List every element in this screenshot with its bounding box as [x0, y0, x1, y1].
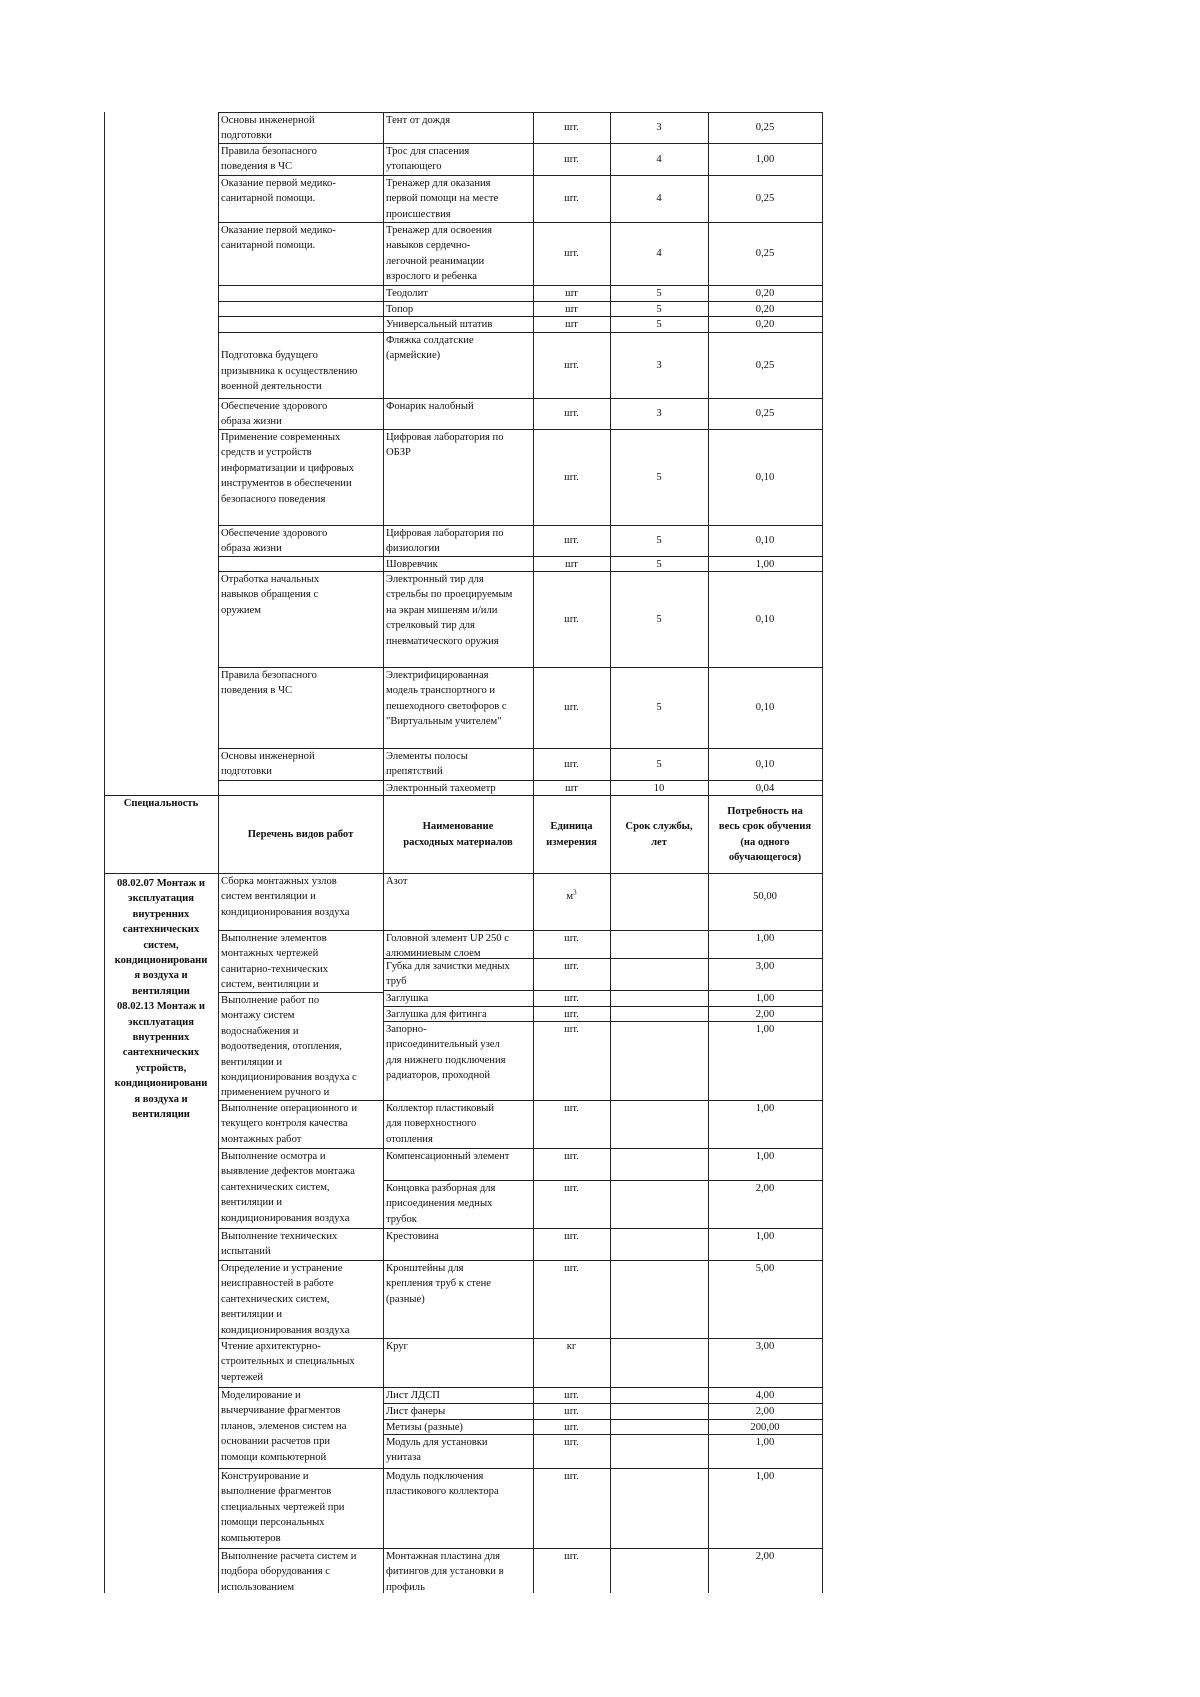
- service-life-cell: 4: [656, 248, 662, 260]
- unit-cell: шт.: [564, 193, 579, 205]
- work-type-cell: Выполнение осмотра и выявление дефектов монтажа сантехнических систем, вентиляции и кондиционирования воздуха: [221, 1151, 355, 1224]
- material-name-cell: Запорно- присоединительный узел для нижнего подключения радиаторов, проходной: [386, 1024, 506, 1082]
- material-name-cell: Модуль подключения пластикового коллектора: [386, 1471, 499, 1498]
- need-cell: 0,10: [755, 702, 775, 714]
- service-life-cell: 5: [656, 288, 662, 299]
- unit-cell: шт.: [564, 1422, 579, 1433]
- work-type-cell: Подготовка будущего призывника к осуществлению военной деятельности: [221, 350, 358, 393]
- work-type-cell: Выполнение технических испытаний: [221, 1231, 338, 1258]
- work-type-cell: Отработка начальных навыков обращения с оружием: [221, 574, 320, 616]
- unit-cell: шт.: [564, 1471, 579, 1482]
- work-type-cell: Правила безопасного поведения в ЧС: [221, 146, 317, 173]
- material-name-cell: Кронштейны для крепления труб к стене (разные): [386, 1263, 491, 1305]
- need-cell: 2,00: [755, 1183, 775, 1194]
- service-life-cell: 5: [656, 535, 662, 547]
- work-type-cell: [218, 285, 383, 301]
- work-type-cell: Выполнение расчета систем и подбора оборудования с использованием: [221, 1551, 357, 1593]
- unit-cell: шт.: [564, 408, 579, 420]
- header-material-name: Наименование расходных материалов: [403, 821, 513, 848]
- need-cell: 2,00: [755, 1406, 775, 1417]
- need-cell: 4,00: [755, 1390, 775, 1401]
- need-cell: 1,00: [755, 993, 775, 1004]
- service-life-cell: 5: [656, 758, 662, 770]
- material-name-cell: Азот: [386, 876, 408, 887]
- need-cell: 1,00: [755, 1231, 775, 1242]
- need-cell: 0,20: [755, 288, 775, 299]
- column-rule: [218, 112, 219, 1593]
- unit-cell: шт.: [564, 1103, 579, 1114]
- unit-cell: шт.: [564, 1406, 579, 1417]
- material-name-cell: Универсальный штатив: [386, 319, 493, 330]
- need-cell: 1,00: [755, 1103, 775, 1114]
- work-type-cell: Правила безопасного поведения в ЧС: [221, 670, 317, 697]
- unit-cell: шт.: [564, 702, 579, 714]
- need-cell: 0,10: [755, 613, 775, 625]
- need-cell: 0,25: [755, 248, 775, 260]
- work-type-cell: Оказание первой медико- санитарной помощи.: [221, 225, 336, 252]
- unit-cell: шт.: [564, 1551, 579, 1562]
- material-name-cell: Трос для спасения утопающего: [386, 146, 470, 173]
- unit-cell: шт.: [564, 1009, 579, 1020]
- need-cell: 2,00: [755, 1551, 775, 1562]
- left-border: [104, 112, 105, 1593]
- work-type-cell: Выполнение операционного и текущего контроля качества монтажных работ: [221, 1103, 357, 1145]
- material-name-cell: Модуль для установки унитаза: [386, 1437, 488, 1464]
- work-type-cell: [218, 301, 383, 316]
- unit-cell: шт.: [564, 1231, 579, 1242]
- service-life-cell: 4: [656, 153, 662, 165]
- unit-cell: шт.: [564, 122, 579, 134]
- material-name-cell: Монтажная пластина для фитингов для установки в профиль: [386, 1551, 504, 1593]
- need-cell: 0,20: [755, 319, 775, 330]
- material-name-cell: Фонарик налобный: [386, 401, 474, 412]
- service-life-cell: 3: [656, 408, 662, 420]
- need-cell: 1,00: [755, 1437, 775, 1448]
- service-life-cell: 5: [656, 702, 662, 714]
- material-name-cell: Электронный тахеометр: [386, 783, 496, 794]
- need-cell: 0,10: [755, 758, 775, 770]
- material-name-cell: Элементы полосы препятствий: [386, 751, 468, 778]
- need-cell: 0,20: [755, 304, 775, 315]
- unit-cell: шт.: [564, 1390, 579, 1401]
- material-name-cell: Топор: [386, 304, 414, 315]
- work-type-cell: [218, 556, 383, 571]
- column-rule: [383, 112, 384, 1593]
- column-rule: [533, 112, 534, 1593]
- work-type-cell: Чтение архитектурно- строительных и специальных чертежей: [221, 1341, 355, 1383]
- unit-cell: шт.: [564, 535, 579, 547]
- material-name-cell: Губка для зачистки медных труб: [386, 961, 510, 988]
- service-life-cell: 5: [656, 319, 662, 330]
- need-cell: 50,00: [753, 891, 777, 902]
- need-cell: 3,00: [755, 961, 775, 972]
- material-name-cell: Круг: [386, 1341, 408, 1352]
- service-life-cell: 5: [656, 559, 662, 570]
- material-name-cell: Концовка разборная для присоединения медных трубок: [386, 1183, 496, 1225]
- need-cell: 2,00: [755, 1009, 775, 1020]
- work-type-cell: Обеспечение здорового образа жизни: [221, 528, 328, 555]
- work-type-cell: Конструирование и выполнение фрагментов специальных чертежей при помощи персональных компьютеров: [221, 1471, 345, 1544]
- header-need: Потребность на весь срок обучения (на одного обучающегося): [718, 805, 812, 863]
- unit-superscript: 3: [573, 888, 577, 897]
- work-type-cell: [218, 780, 383, 795]
- unit-cell: шт.: [564, 1183, 579, 1194]
- material-name-cell: Метизы (разные): [386, 1422, 463, 1433]
- work-type-cell: Выполнение работ по монтажу систем водоснабжения и водоотведения, отопления, вентиляции и кондиционирования воздуха с применением ручного и: [221, 995, 357, 1099]
- service-life-cell: 10: [653, 783, 665, 794]
- need-cell: 1,00: [755, 559, 775, 570]
- need-cell: 0,25: [755, 122, 775, 134]
- need-cell: 3,00: [755, 1341, 775, 1352]
- material-name-cell: Тренажер для освоения навыков сердечно- легочной реанимации взрослого и ребенка: [386, 225, 492, 283]
- work-type-cell: Основы инженерной подготовки: [221, 115, 315, 142]
- service-life-cell: 5: [656, 304, 662, 315]
- unit-cell: шт: [565, 304, 578, 315]
- right-border: [822, 112, 823, 1593]
- unit-cell: шт.: [564, 1263, 579, 1274]
- material-name-cell: Шовревчик: [386, 559, 438, 570]
- work-type-cell: [218, 316, 383, 332]
- unit-cell: шт.: [564, 961, 579, 972]
- unit-cell: шт.: [564, 153, 579, 165]
- unit-cell: шт.: [564, 613, 579, 625]
- unit-cell: $м^3$: [566, 888, 577, 902]
- unit-cell: шт.: [564, 933, 579, 944]
- unit-cell: шт: [565, 319, 578, 330]
- material-name-cell: Лист ЛДСП: [386, 1390, 440, 1401]
- material-name-cell: Электронный тир для стрельбы по проецируемым на экран мишеням и/или стрелковый тир для пневматического оружия: [386, 574, 513, 647]
- material-name-cell: Заглушка для фитинга: [386, 1009, 487, 1020]
- need-cell: 0,10: [755, 535, 775, 547]
- unit-cell: кг: [566, 1341, 577, 1352]
- service-life-cell: 5: [656, 471, 662, 483]
- material-name-cell: Лист фанеры: [386, 1406, 446, 1417]
- need-cell: 1,00: [755, 933, 775, 944]
- need-cell: 0,04: [755, 783, 775, 794]
- unit-cell: шт.: [564, 758, 579, 770]
- need-cell: 1,00: [755, 1151, 775, 1162]
- header-unit: Единица измерения: [546, 821, 597, 848]
- material-name-cell: Фляжка солдатские (армейские): [386, 335, 474, 362]
- work-type-cell: Моделирование и вычерчивание фрагментов планов, элеменов систем на основании расчетов при помощи компьютерной: [221, 1390, 347, 1463]
- unit-cell: шт.: [564, 471, 579, 483]
- need-cell: 0,25: [755, 359, 775, 371]
- material-name-cell: Компенсационный элемент: [386, 1151, 510, 1162]
- material-name-cell: Крестовина: [386, 1231, 439, 1242]
- service-life-cell: 3: [656, 122, 662, 134]
- column-rule: [708, 112, 709, 1593]
- service-life-cell: 5: [656, 613, 662, 625]
- need-cell: 1,00: [755, 1024, 775, 1035]
- need-cell: 0,25: [755, 193, 775, 205]
- service-life-cell: 4: [656, 193, 662, 205]
- unit-cell: шт: [565, 783, 578, 794]
- material-name-cell: Тент от дождя: [386, 115, 451, 126]
- material-name-cell: Теодолит: [386, 288, 428, 299]
- work-type-cell: Определение и устранение неисправностей в работе сантехнических систем, вентиляции и кондиционирования воздуха: [221, 1263, 350, 1336]
- need-cell: 0,25: [755, 408, 775, 420]
- service-life-cell: 3: [656, 359, 662, 371]
- need-cell: 0,10: [755, 471, 775, 483]
- material-name-cell: Цифровая лаборатория по физиологии: [386, 528, 504, 555]
- work-type-cell: Применение современных средств и устройств информатизации и цифровых инструментов в обеспечении безопасного поведения: [221, 432, 355, 505]
- need-cell: 5,00: [755, 1263, 775, 1274]
- work-type-cell: Сборка монтажных узлов систем вентиляции и кондиционирования воздуха: [221, 876, 350, 918]
- work-type-cell: Оказание первой медико- санитарной помощи.: [221, 178, 336, 205]
- unit-cell: шт.: [564, 1151, 579, 1162]
- work-type-cell: Основы инженерной подготовки: [221, 751, 315, 778]
- work-type-cell: Обеспечение здорового образа жизни: [221, 401, 328, 428]
- need-cell: 1,00: [755, 1471, 775, 1482]
- material-name-cell: Заглушка: [386, 993, 429, 1004]
- material-name-cell: Цифровая лаборатория по ОБЗР: [386, 432, 504, 459]
- unit-cell: шт.: [564, 248, 579, 260]
- header-specialty: Специальность: [123, 798, 199, 809]
- unit-cell: шт: [565, 559, 578, 570]
- unit-cell: шт: [565, 288, 578, 299]
- material-name-cell: Электрифицированная модель транспортного и пешеходного светофоров с "Виртуальным учителем": [386, 670, 507, 728]
- header-work-types: Перечень видов работ: [247, 828, 354, 840]
- column-rule: [610, 112, 611, 1593]
- unit-cell: шт.: [564, 993, 579, 1004]
- unit-cell: шт.: [564, 1024, 579, 1035]
- need-cell: 200,00: [750, 1422, 780, 1433]
- material-name-cell: Тренажер для оказания первой помощи на месте происшествия: [386, 178, 499, 220]
- header-service-life: Срок службы, лет: [625, 821, 693, 848]
- material-name-cell: Коллектор пластиковый для поверхностного отопления: [386, 1103, 495, 1145]
- work-type-cell: Выполнение элементов монтажных чертежей санитарно-технических систем, вентиляции и: [221, 933, 329, 991]
- unit-cell: шт.: [564, 359, 579, 371]
- specialty-cell: 08.02.07 Монтаж и эксплуатация внутренних сантехнических систем, кондиционировани я воздуха и вентиляции 08.02.13 Монтаж и эксплуатация внутренних сантехнических устройств, кондиционировани я воздуха и вентиляции: [114, 878, 208, 1121]
- need-cell: 1,00: [755, 153, 775, 165]
- material-name-cell: Головной элемент UP 250 с алюминиевым слоем: [386, 933, 509, 958]
- unit-cell: шт.: [564, 1437, 579, 1448]
